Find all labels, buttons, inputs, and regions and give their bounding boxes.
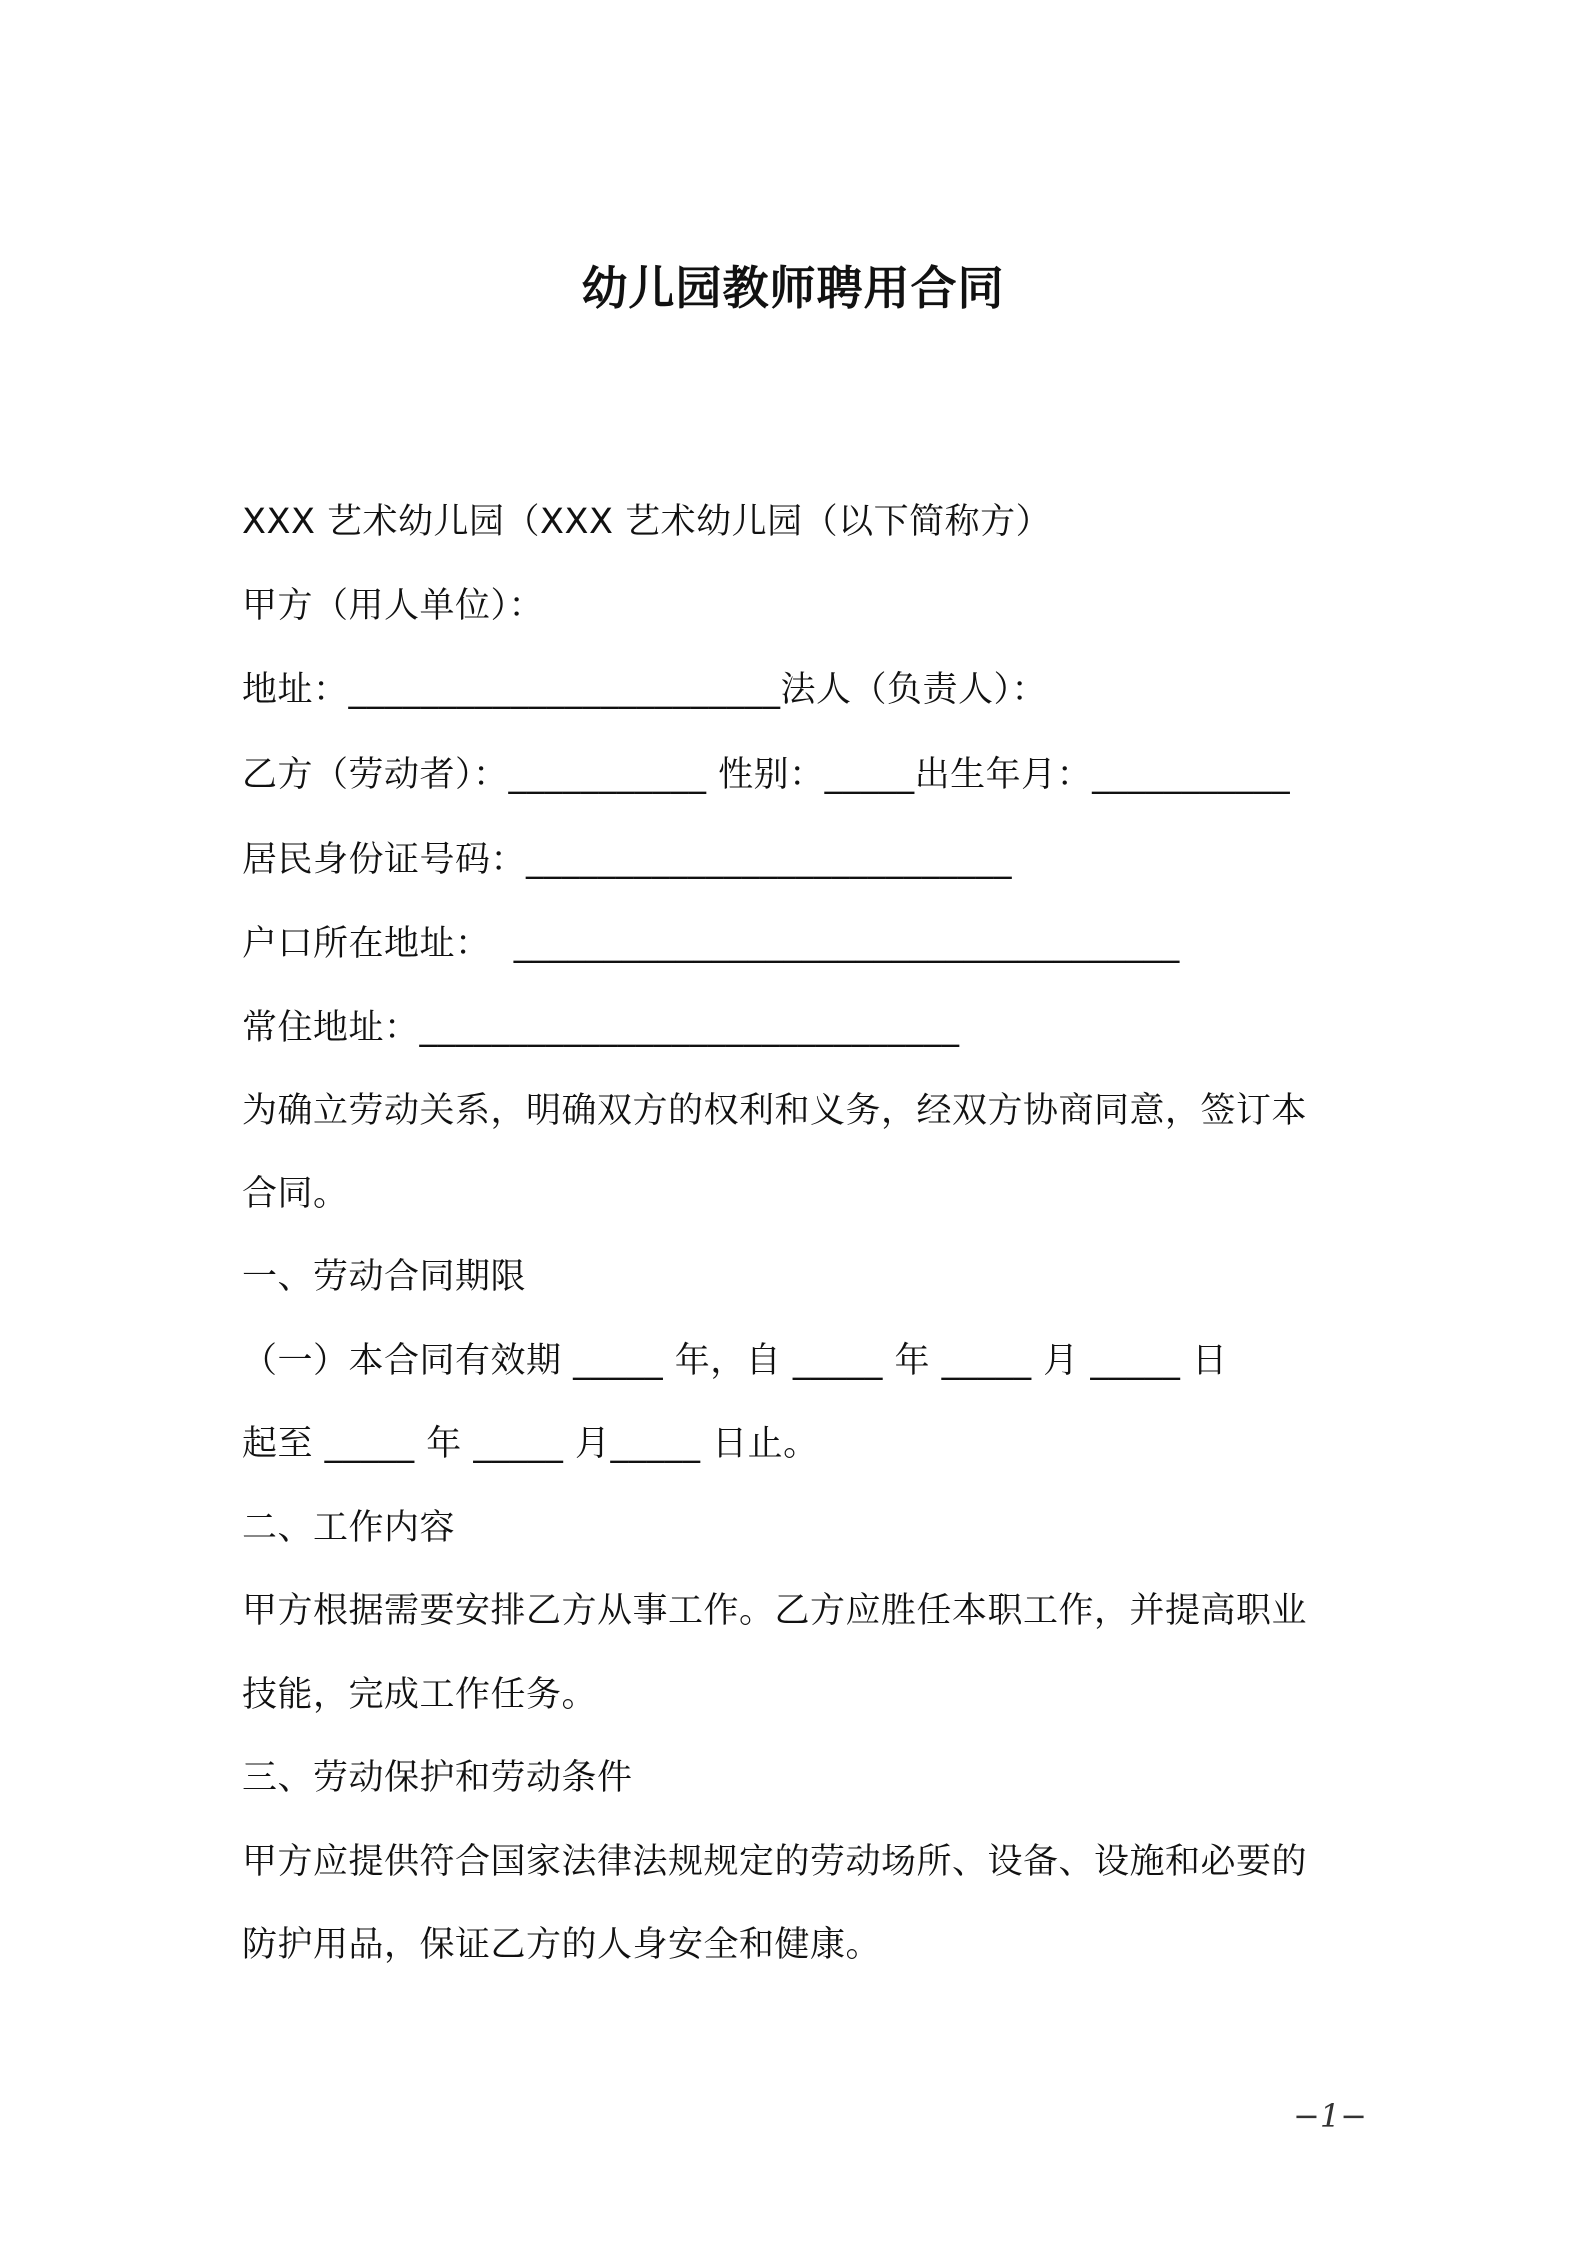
preamble-line-2: 合同。 bbox=[242, 1174, 349, 1214]
preamble-line-1: 为确立劳动关系，明确双方的权利和义务，经双方协商同意，签订本 bbox=[242, 1091, 1308, 1131]
page-number: −1− bbox=[1293, 2097, 1367, 2135]
household-address-line: 户口所在地址： _____________________________________ bbox=[242, 924, 1180, 964]
work-content-line-2: 技能，完成工作任务。 bbox=[242, 1675, 598, 1715]
section-1-heading: 一、劳动合同期限 bbox=[242, 1257, 527, 1297]
protection-line-2: 防护用品，保证乙方的人身安全和健康。 bbox=[242, 1925, 882, 1965]
section-3-heading: 三、劳动保护和劳动条件 bbox=[242, 1758, 633, 1798]
residence-address-line: 常住地址：______________________________ bbox=[242, 1008, 960, 1048]
party-intro-line: XXX 艺术幼儿园（XXX 艺术幼儿园（以下简称方） bbox=[242, 502, 1052, 542]
party-b-line: 乙方（劳动者）：___________ 性别：_____出生年月：___________ bbox=[242, 755, 1291, 795]
protection-line-1: 甲方应提供符合国家法律法规规定的劳动场所、设备、设施和必要的 bbox=[242, 1842, 1308, 1882]
id-number-line: 居民身份证号码：___________________________ bbox=[242, 840, 1013, 880]
work-content-line-1: 甲方根据需要安排乙方从事工作。乙方应胜任本职工作，并提高职业 bbox=[242, 1591, 1308, 1631]
document-title: 幼儿园教师聘用合同 bbox=[581, 261, 1005, 315]
party-a-label: 甲方（用人单位）： bbox=[242, 586, 545, 626]
term-line-2: 起至 _____ 年 _____ 月_____ 日止。 bbox=[242, 1424, 819, 1464]
term-line-1: （一）本合同有效期 _____ 年，自 _____ 年 _____ 月 _____ 日 bbox=[242, 1341, 1228, 1381]
address-legal-rep-line: 地址：________________________法人（负责人）： bbox=[242, 670, 1048, 710]
section-2-heading: 二、工作内容 bbox=[242, 1508, 456, 1548]
